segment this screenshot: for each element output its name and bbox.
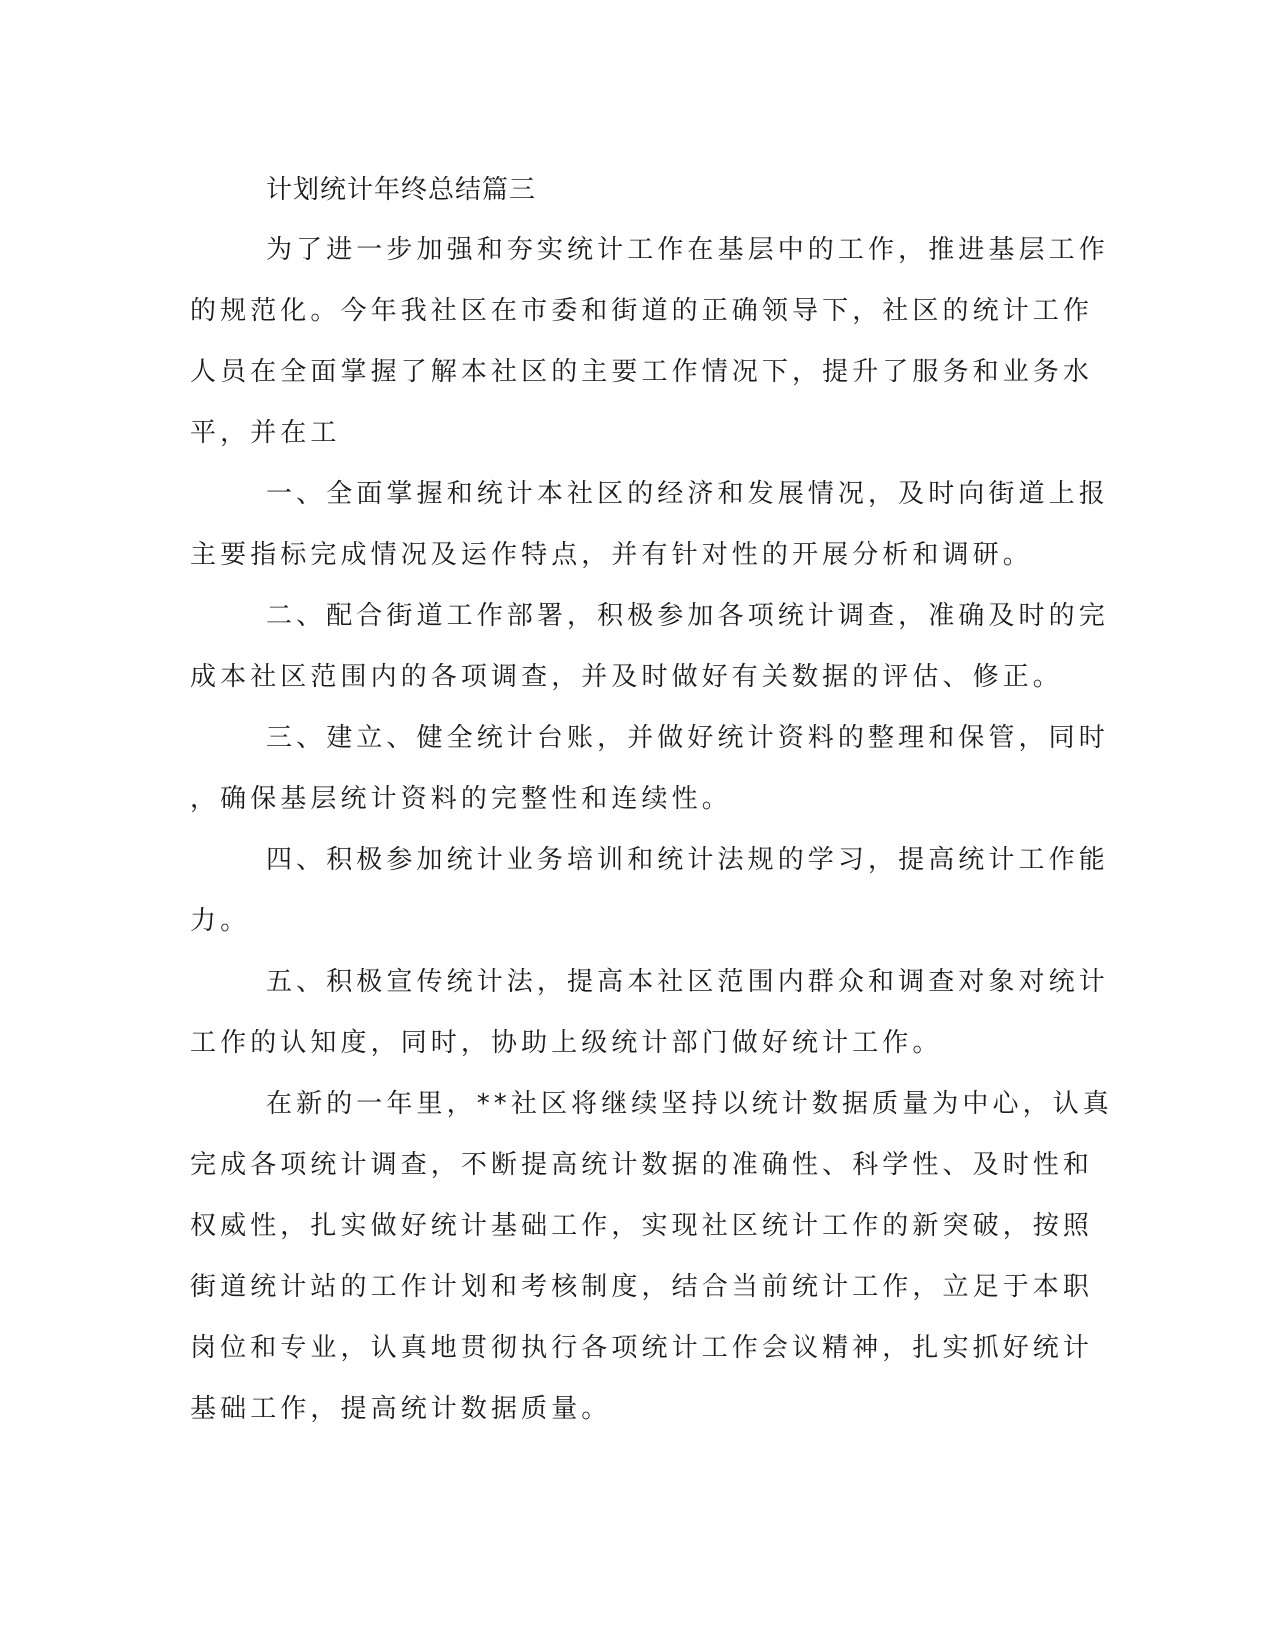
paragraph-line: 完成各项统计调查，不断提高统计数据的准确性、科学性、及时性和 bbox=[190, 1150, 1094, 1180]
paragraph-item-4 bbox=[190, 830, 1109, 952]
paragraph-line: 的规范化。今年我社区在市委和街道的正确领导下，社区的统计工作 bbox=[190, 296, 1094, 326]
paragraph-line: 工作的认知度，同时，协助上级统计部门做好统计工作。 bbox=[190, 1028, 943, 1058]
paragraph-line: 三、建立、健全统计台账，并做好统计资料的整理和保管，同时 bbox=[266, 723, 1109, 753]
paragraph-line: 街道统计站的工作计划和考核制度，结合当前统计工作，立足于本职 bbox=[190, 1272, 1094, 1302]
paragraph-line: 一、全面掌握和统计本社区的经济和发展情况，及时向街道上报 bbox=[266, 479, 1109, 509]
paragraph-item-3 bbox=[190, 708, 1109, 830]
paragraph-line: 四、积极参加统计业务培训和统计法规的学习，提高统计工作能 bbox=[266, 845, 1109, 875]
paragraph-item-1 bbox=[190, 464, 1109, 586]
paragraph-line: 为了进一步加强和夯实统计工作在基层中的工作，推进基层工作 bbox=[266, 235, 1109, 265]
document-title: 计划统计年终总结篇三 bbox=[266, 175, 537, 205]
paragraph-line: ，确保基层统计资料的完整性和连续性。 bbox=[190, 784, 732, 814]
paragraph-line: 在新的一年里，**社区将继续坚持以统计数据质量为中心，认真 bbox=[266, 1089, 1113, 1119]
paragraph-item-5 bbox=[190, 952, 1109, 1074]
paragraph-line: 人员在全面掌握了解本社区的主要工作情况下，提升了服务和业务水 bbox=[190, 357, 1094, 387]
paragraph-line: 权威性，扎实做好统计基础工作，实现社区统计工作的新突破，按照 bbox=[190, 1211, 1094, 1241]
paragraph-conclusion bbox=[190, 1074, 1113, 1440]
document-body bbox=[190, 160, 1113, 1440]
paragraph-line: 五、积极宣传统计法，提高本社区范围内群众和调查对象对统计 bbox=[266, 967, 1109, 997]
paragraph-line: 岗位和专业，认真地贯彻执行各项统计工作会议精神，扎实抓好统计 bbox=[190, 1333, 1094, 1363]
paragraph-intro bbox=[190, 220, 1109, 464]
paragraph-item-2 bbox=[190, 586, 1109, 708]
paragraph-line: 平，并在工 bbox=[190, 418, 341, 448]
paragraph-line: 基础工作，提高统计数据质量。 bbox=[190, 1394, 612, 1424]
paragraph-line: 成本社区范围内的各项调查，并及时做好有关数据的评估、修正。 bbox=[190, 662, 1063, 692]
paragraph-line: 主要指标完成情况及运作特点，并有针对性的开展分析和调研。 bbox=[190, 540, 1033, 570]
paragraph-line: 力。 bbox=[190, 906, 251, 936]
paragraph-line: 二、配合街道工作部署，积极参加各项统计调查，准确及时的完 bbox=[266, 601, 1109, 631]
